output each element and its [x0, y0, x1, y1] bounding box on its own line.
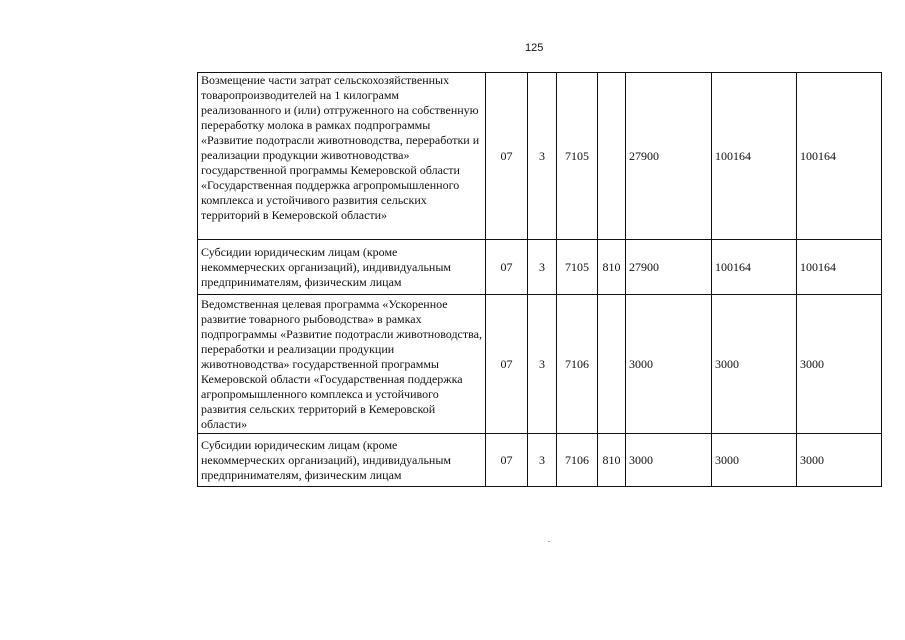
page-number: 125 — [525, 42, 544, 54]
amount-2: 3000 — [712, 434, 797, 487]
target-code: 7105 — [557, 240, 598, 295]
expense-type-code: 810 — [598, 240, 626, 295]
expense-type-code — [598, 295, 626, 434]
amount-1: 27900 — [626, 73, 712, 240]
subsection-code: 3 — [528, 240, 557, 295]
expense-type-code: 810 — [598, 434, 626, 487]
amount-3: 100164 — [797, 240, 882, 295]
amount-3: 100164 — [797, 73, 882, 240]
target-code: 7105 — [557, 73, 598, 240]
amount-3: 3000 — [797, 434, 882, 487]
scan-speck: . — [548, 535, 550, 544]
amount-1: 3000 — [626, 295, 712, 434]
section-code: 07 — [486, 434, 528, 487]
amount-1: 27900 — [626, 240, 712, 295]
target-code: 7106 — [557, 434, 598, 487]
row-description: Возмещение части затрат сельскохозяйственных товаропроизводителей на 1 килограмм реализованного и (или) отгруженного на собственную переработку молока в рамках подпрограммы «Развитие подотрасли животноводства, переработки и реализации продукции животноводства» государственной программы Кемеровской области «Государственная поддержка агропромышленного комплекса и устойчивого развития сельских территорий в Кемеровской области» — [198, 73, 486, 240]
amount-2: 100164 — [712, 73, 797, 240]
amount-1: 3000 — [626, 434, 712, 487]
table-row — [198, 240, 882, 295]
table-row — [198, 73, 882, 240]
row-description: Субсидии юридическим лицам (кроме некоммерческих организаций), индивидуальным предпринимателям, физическим лицам — [198, 434, 486, 487]
table-row — [198, 434, 882, 487]
subsection-code: 3 — [528, 73, 557, 240]
subsection-code: 3 — [528, 434, 557, 487]
section-code: 07 — [486, 240, 528, 295]
expense-type-code — [598, 73, 626, 240]
table-row — [198, 295, 882, 434]
section-code: 07 — [486, 73, 528, 240]
amount-2: 3000 — [712, 295, 797, 434]
amount-2: 100164 — [712, 240, 797, 295]
subsection-code: 3 — [528, 295, 557, 434]
amount-3: 3000 — [797, 295, 882, 434]
row-description: Ведомственная целевая программа «Ускоренное развитие товарного рыбоводства» в рамках подпрограммы «Развитие подотрасли животноводства, переработки и реализации продукции животноводства» государственной программы Кемеровской области «Государственная поддержка агропромышленного комплекса и устойчивого развития сельских территорий в Кемеровской области» — [198, 295, 486, 434]
section-code: 07 — [486, 295, 528, 434]
budget-table — [197, 72, 882, 487]
target-code: 7106 — [557, 295, 598, 434]
row-description: Субсидии юридическим лицам (кроме некоммерческих организаций), индивидуальным предпринимателям, физическим лицам — [198, 240, 486, 295]
